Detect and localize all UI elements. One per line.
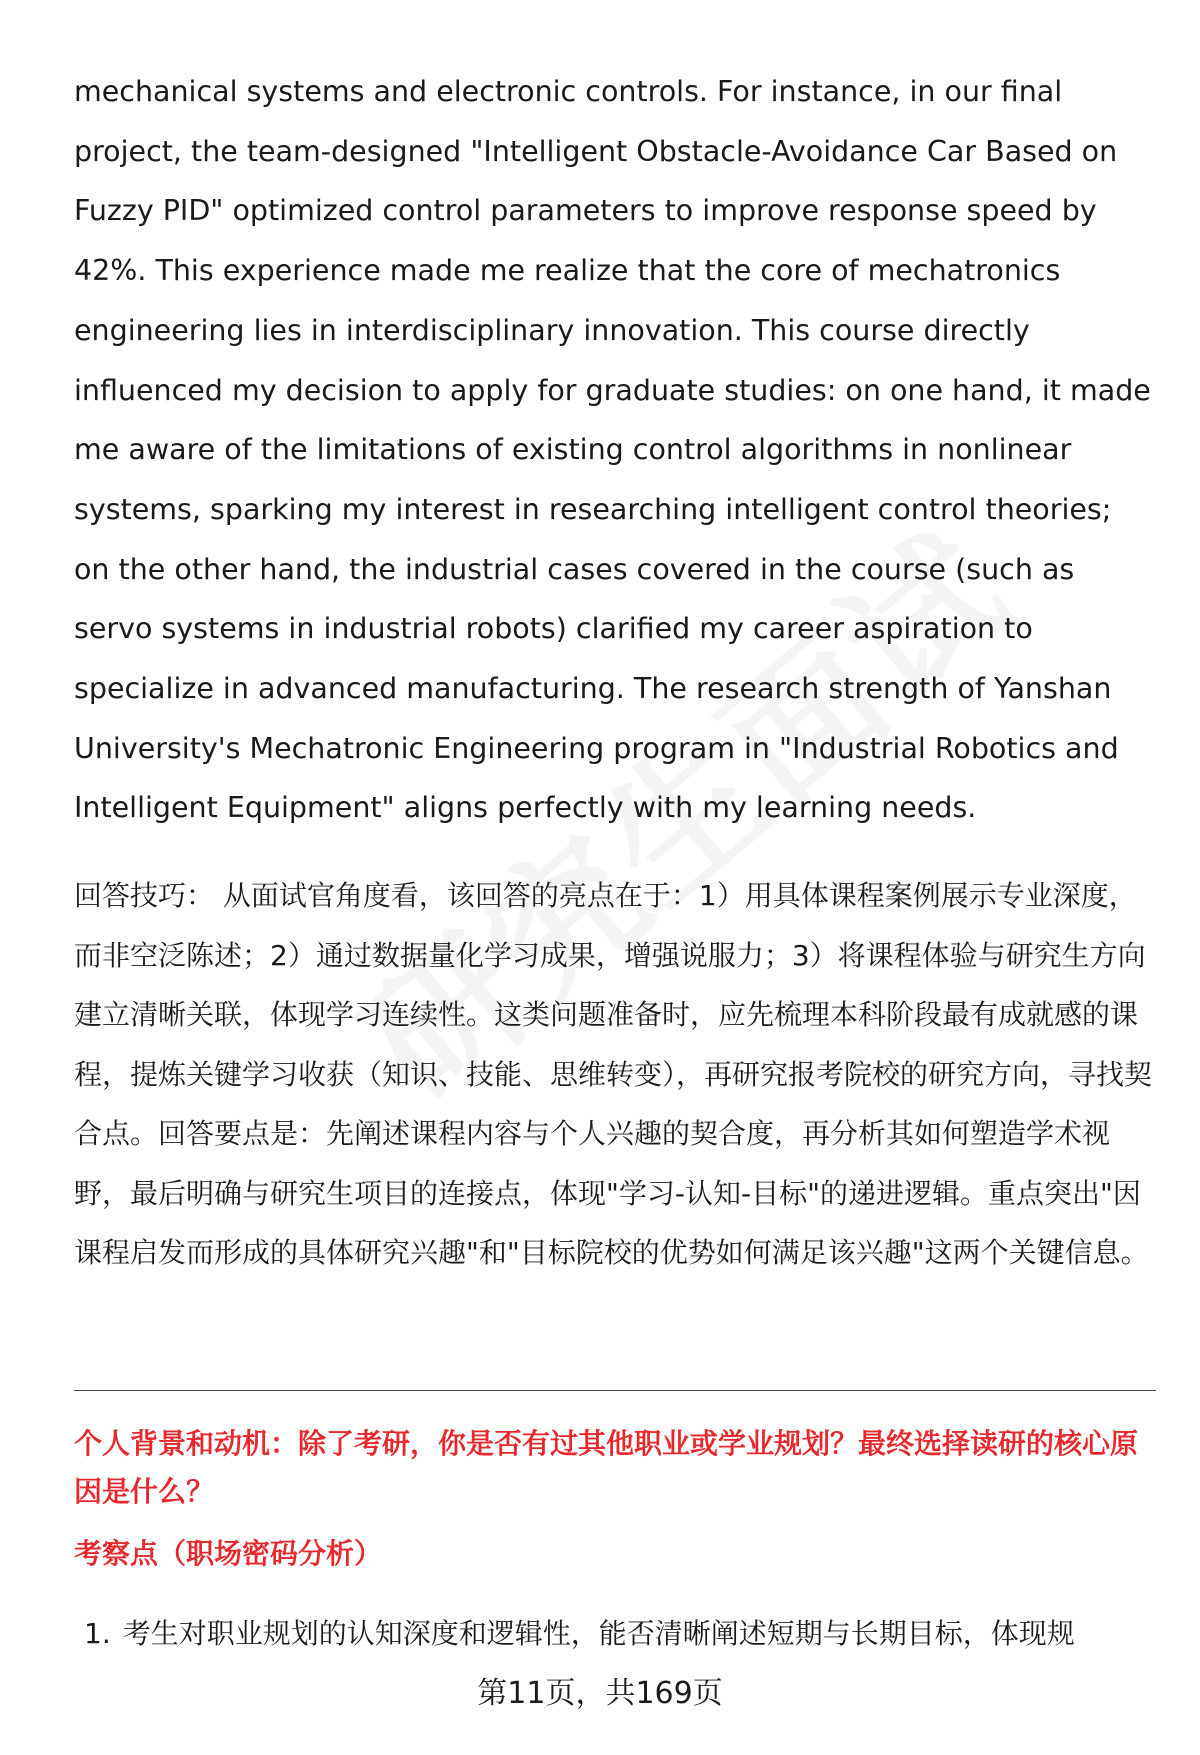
list-item-text: 考生对职业规划的认知深度和逻辑性，能否清晰阐述短期与长期目标，体现规 — [122, 1617, 1075, 1650]
list-item — [84, 1612, 1156, 1656]
page-footer: 第11页，共169页 — [477, 1676, 723, 1711]
section-divider — [74, 1390, 1156, 1391]
section-heading: 考察点（职场密码分析） — [74, 1537, 383, 1570]
list-item-number: 1. — [84, 1617, 111, 1650]
question-title: 个人背景和动机：除了考研，你是否有过其他职业或学业规划？最终选择读研的核心原因是什么？ — [74, 1427, 1139, 1508]
tips-paragraph: 回答技巧： 从面试官角度看，该回答的亮点在于：1）用具体课程案例展示专业深度，而非空泛陈述；2）通过数据量化学习成果，增强说服力；3）将课程体验与研究生方向建立清晰关联，体现学习连续性。这类问题准备时，应先梳理本科阶段最有成就感的课程，提炼关键学习收获（知识、技能、思维转变），再研究报考院校的研究方向，寻找契合点。回答要点是：先阐述课程内容与个人兴趣的契合度，再分析其如何塑造学术视野，最后明确与研究生项目的连接点，体现"学习-认知-目标"的递进逻辑。重点突出"因课程启发而形成的具体研究兴趣"和"目标院校的优势如何满足该兴趣"这两个关键信息。 — [74, 879, 1153, 1269]
answer-paragraph: mechanical systems and electronic controls. For instance, in our final project, the team-designed "Intelligent Obstacle-Avoidance Car Based on Fuzzy PID" optimized control parameters to improve response speed by 42%. This experience made me realize that the core of mechatronics engineering lies in interdisciplinary innovation. This course directly influenced my decision to apply for graduate studies: on one hand, it made me aware of the limitations of existing control algorithms in nonlinear systems, sparking my interest in researching intelligent control theories; on the other hand, the industrial cases covered in the course (such as servo systems in industrial robots) clarified my career aspiration to specialize in advanced manufacturing. The research strength of Yanshan University's Mechatronic Engineering program in "Industrial Robotics and Intelligent Equipment" aligns perfectly with my learning needs. — [74, 75, 1151, 825]
